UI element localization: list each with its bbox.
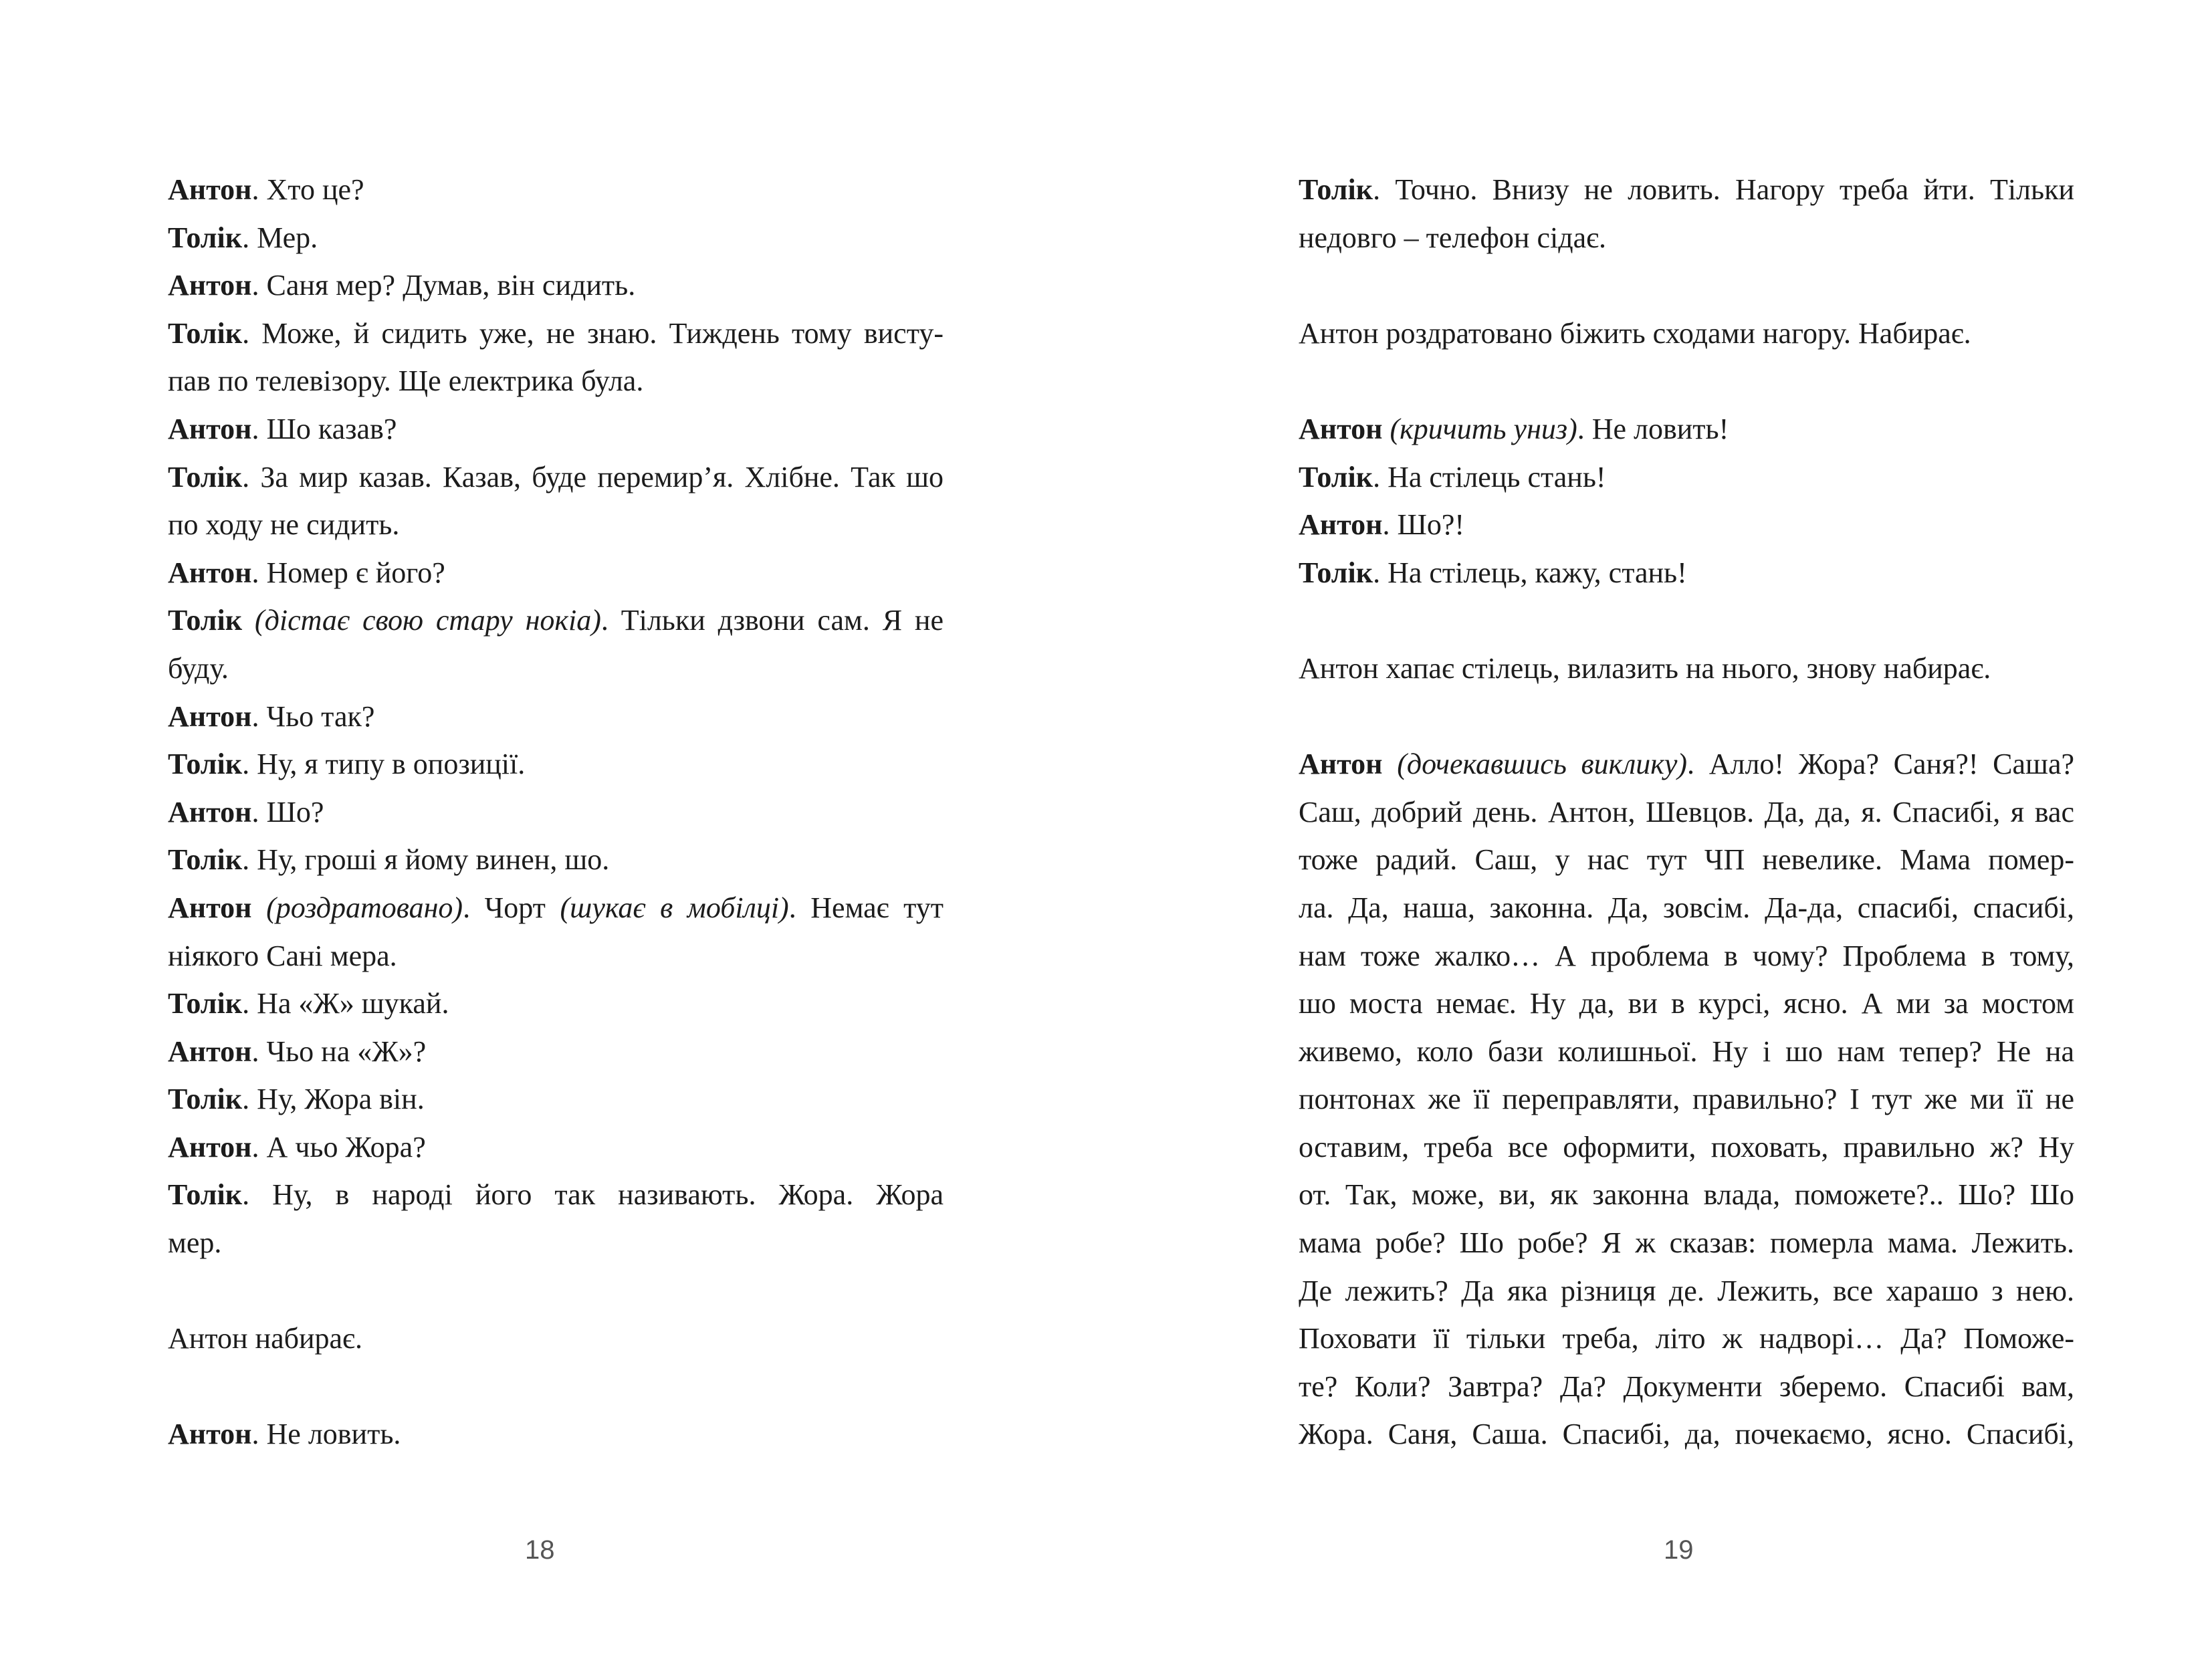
text-line (1299, 932, 2074, 980)
line-text: . Мер. (242, 221, 318, 254)
speaker-name: Антон (168, 795, 252, 828)
text-line (168, 214, 944, 262)
line-text: . Шо?! (1382, 508, 1465, 542)
text-line (168, 1410, 944, 1458)
line-text: Саш, добрий день. Антон, Шевцов. Да, да, я. Спасибі, я вас (1299, 795, 2074, 828)
text-line (168, 501, 944, 549)
line-text: мама робе? Шо робе? Я ж сказав: померла мама. Лежить. (1299, 1226, 2074, 1260)
line-text: . Чьо так? (251, 699, 375, 733)
speaker-name: Толік (168, 748, 243, 781)
text-line (168, 932, 944, 980)
text-line (168, 596, 944, 645)
text-line (1299, 1219, 2074, 1267)
line-text: недовго – телефон сідає. (1299, 221, 1607, 254)
text-line (1299, 166, 2074, 214)
speaker-name: Антон (168, 891, 252, 924)
line-text: буду. (168, 651, 229, 685)
text-line (1299, 836, 2074, 884)
speaker-name: Антон (1299, 412, 1383, 445)
text-line (1299, 310, 2074, 358)
line-text: Антон набирає. (168, 1322, 362, 1355)
text-line (1299, 980, 2074, 1028)
stage-direction: (роздратовано) (251, 891, 463, 924)
speaker-name: Антон (168, 556, 252, 589)
text-line (1299, 788, 2074, 837)
speaker-name: Толік (168, 1083, 243, 1116)
line-text: . Може, й сидить уже, не знаю. Тиждень тому висту- (242, 316, 944, 350)
line-text: . Шо? (251, 795, 324, 828)
text-line (1299, 501, 2074, 549)
text-line (1299, 1028, 2074, 1076)
line-text: . Хто це? (251, 173, 364, 206)
text-line (168, 1075, 944, 1123)
speaker-name: Антон (168, 412, 252, 445)
text-line (1299, 453, 2074, 502)
text-line (1299, 1075, 2074, 1123)
speaker-name: Толік (168, 604, 243, 637)
speaker-name: Антон (1299, 748, 1383, 781)
stage-direction: (шукає в мобілці) (560, 891, 789, 924)
line-text: . На стілець стань! (1373, 460, 1606, 493)
speaker-name: Толік (1299, 460, 1373, 493)
speaker-name: Антон (1299, 508, 1383, 542)
speaker-name: Толік (1299, 173, 1373, 206)
text-line (168, 1123, 944, 1172)
line-text: . Чьо на «Ж»? (251, 1034, 427, 1068)
speaker-name: Толік (1299, 556, 1373, 589)
line-text: от. Так, може, ви, як законна влада, поможете?.. Шо? Шо (1299, 1178, 2074, 1212)
paragraph-gap (168, 1267, 944, 1315)
text-line (1299, 1315, 2074, 1363)
speaker-name: Антон (168, 173, 252, 206)
line-text: ла. Да, наша, законна. Да, зовсім. Да-да, спасибі, спасибі, (1299, 891, 2074, 924)
text-line (168, 836, 944, 884)
line-text: Антон роздратовано біжить сходами нагору. Набирає. (1299, 316, 1971, 350)
line-text: . Ну, я типу в опозиції. (242, 748, 526, 781)
line-text: шо моста немає. Ну да, ви в курсі, ясно. А ми за мостом (1299, 987, 2074, 1020)
line-text: . Чорт (463, 891, 560, 924)
speaker-name: Толік (168, 843, 243, 877)
speaker-name: Толік (168, 221, 243, 254)
text-line (1299, 405, 2074, 453)
text-line (1299, 884, 2074, 932)
text-line (168, 453, 944, 502)
right-page-text (1299, 166, 2074, 1458)
text-line (1299, 1123, 2074, 1172)
page-number-right: 19 (1664, 1535, 1694, 1565)
text-line (168, 1315, 944, 1363)
line-text: . Немає тут (788, 891, 944, 924)
paragraph-gap (1299, 693, 2074, 741)
line-text: Жора. Саня, Саша. Спасибі, да, почекаємо, ясно. Спасибі, (1299, 1418, 2074, 1451)
paragraph-gap (1299, 357, 2074, 405)
line-text: Поховати її тільки треба, літо ж надворі… Да? Поможе- (1299, 1322, 2074, 1355)
speaker-name: Толік (168, 1178, 243, 1212)
text-line (168, 405, 944, 453)
text-line (168, 1171, 944, 1219)
speaker-name: Толік (168, 987, 243, 1020)
line-text: мер. (168, 1226, 222, 1260)
text-line (168, 1219, 944, 1267)
text-line (1299, 1267, 2074, 1315)
text-line (168, 693, 944, 741)
line-text: . На стілець, кажу, стань! (1373, 556, 1687, 589)
line-text: понтонах же її переправляти, правильно? І тут же ми її не (1299, 1083, 2074, 1116)
speaker-name: Антон (168, 269, 252, 302)
line-text: нам тоже жалко… А проблема в чому? Проблема в тому, (1299, 939, 2074, 972)
line-text: по ходу не сидить. (168, 508, 400, 542)
text-line (168, 166, 944, 214)
stage-direction: (дочекавшись виклику) (1382, 748, 1688, 781)
paragraph-gap (168, 1363, 944, 1411)
text-line (168, 1028, 944, 1076)
stage-direction: (дістає свою стару нокіа) (242, 604, 601, 637)
line-text: . Точно. Внизу не ловить. Нагору треба йти. Тільки (1373, 173, 2074, 206)
text-line (168, 261, 944, 310)
text-line (168, 740, 944, 788)
left-page-text (168, 166, 944, 1458)
line-text: ніякого Сані мера. (168, 939, 397, 972)
paragraph-gap (1299, 596, 2074, 645)
text-line (168, 788, 944, 837)
text-line (1299, 645, 2074, 693)
line-text: оставим, треба все оформити, поховать, правильно ж? Ну (1299, 1130, 2074, 1164)
line-text: тоже радий. Саш, у нас тут ЧП невелике. Мама помер- (1299, 843, 2074, 877)
text-line (1299, 1171, 2074, 1219)
text-line (1299, 214, 2074, 262)
speaker-name: Толік (168, 316, 243, 350)
line-text: . Тільки дзвони сам. Я не (600, 604, 944, 637)
line-text: живемо, коло бази колишньої. Ну і шо нам тепер? Не на (1299, 1034, 2074, 1068)
line-text: . Не ловить. (251, 1418, 401, 1451)
speaker-name: Антон (168, 699, 252, 733)
text-line (1299, 1363, 2074, 1411)
line-text: . Номер є його? (251, 556, 445, 589)
text-line (168, 884, 944, 932)
text-line (1299, 740, 2074, 788)
text-line (168, 310, 944, 358)
speaker-name: Антон (168, 1130, 252, 1164)
page-number-left: 18 (525, 1535, 555, 1565)
text-line (168, 645, 944, 693)
line-text: . А чьо Жора? (251, 1130, 426, 1164)
line-text: . Шо казав? (251, 412, 397, 445)
speaker-name: Антон (168, 1418, 252, 1451)
line-text: . Ну, гроші я йому винен, шо. (242, 843, 610, 877)
stage-direction: (кричить униз) (1382, 412, 1577, 445)
line-text: . Саня мер? Думав, він сидить. (251, 269, 636, 302)
speaker-name: Антон (168, 1034, 252, 1068)
line-text: те? Коли? Завтра? Да? Документи зберемо. Спасибі вам, (1299, 1369, 2074, 1403)
speaker-name: Толік (168, 460, 243, 493)
paragraph-gap (1299, 261, 2074, 310)
text-line (168, 980, 944, 1028)
line-text: Антон хапає стілець, вилазить на нього, знову набирає. (1299, 651, 1991, 685)
text-line (168, 357, 944, 405)
line-text: пав по телевізору. Ще електрика була. (168, 364, 644, 398)
line-text: . Ну, Жора він. (242, 1083, 425, 1116)
line-text: Де лежить? Да яка різниця де. Лежить, все харашо з нею. (1299, 1274, 2074, 1307)
text-line (1299, 549, 2074, 597)
line-text: . Ну, в народі його так називають. Жора. Жора (242, 1178, 944, 1212)
line-text: . На «Ж» шукай. (242, 987, 449, 1020)
text-line (1299, 1410, 2074, 1458)
text-line (168, 549, 944, 597)
line-text: . Не ловить! (1577, 412, 1729, 445)
line-text: . За мир казав. Казав, буде перемир’я. Хлібне. Так шо (242, 460, 944, 493)
line-text: . Алло! Жора? Саня?! Саша? (1687, 748, 2074, 781)
